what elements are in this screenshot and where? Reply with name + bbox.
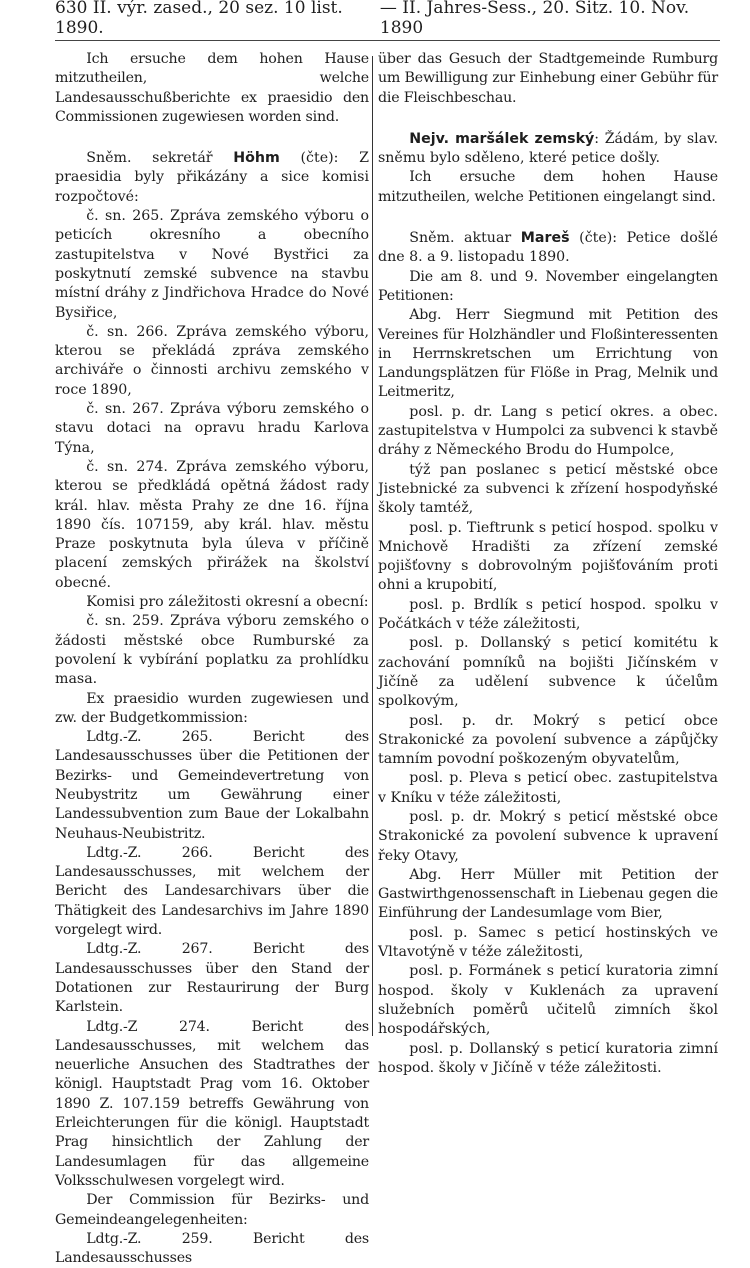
paragraph: posl. p. dr. Mokrý s peticí obce Strakonické za povolení subvence a zápůjčky tamním povodní poškozeným obyvatelům, xyxy=(378,712,718,768)
paragraph: posl. p. Pleva s peticí obec. zastupitelstva v Kníku v téže záležitosti, xyxy=(378,770,718,806)
paragraph: č. sn. 266. Zpráva zemského výboru, kterou se překládá zpráva zemského archiváře o činnosti archivu zemského v roce 1890, xyxy=(55,323,369,398)
text: Sněm. sekretář xyxy=(86,150,234,167)
paragraph: posl. p. Dollanský s peticí kuratoria zimní hospod. školy v Jičíně v téže záležitosti. xyxy=(378,1040,718,1076)
text: Sněm. aktuar xyxy=(409,230,521,247)
right-column xyxy=(378,50,718,1078)
paragraph: č. sn. 265. Zpráva zemského výboru o peticích okresního a obecního zastupitelstva v Nové Bystřici za poskytnutí zemské subvence na stavbu místní dráhy z Jindřichova Hradce do Nové Bysiřice, xyxy=(55,208,369,321)
speaker-paragraph xyxy=(378,229,718,268)
paragraph: posl. p. dr. Lang s peticí okres. a obec. zastupitelstva v Humpolci za subvenci k stavbě dráhy z Německého Brodu do Humpolce, xyxy=(378,403,718,459)
speaker-name: Höhm xyxy=(233,150,280,167)
text: (čte): Petice došlé dne 8. a 9. listopadu 1890. xyxy=(378,230,718,266)
paragraph: posl. p. Brdlík s peticí hospod. spolku v Počátkách v téže záležitosti, xyxy=(378,596,718,633)
paragraph: Ich ersuche dem hohen Hause mitzutheilen, welche Petitionen eingelangt sind. xyxy=(378,169,718,205)
paragraph: posl. p. dr. Mokrý s peticí městské obce Strakonické za povolení subvence k upravení řeky Otavy, xyxy=(378,808,718,864)
text: : Žádám, by slav. sněmu bylo sděleno, které petice došly. xyxy=(378,130,718,167)
speaker-paragraph xyxy=(55,149,369,207)
speaker-name: Nejv. maršálek zemský xyxy=(409,130,595,147)
speaker-paragraph xyxy=(378,130,718,169)
paragraph: Abg. Herr Siegmund mit Petition des Vereines für Holzhändler und Floßinteressenten in Herrnskretschen um Errichtung von Landungsplätzen für Flöße in Prag, Melnik und Leitmeritz, xyxy=(378,307,718,401)
paragraph: Ldtg.-Z. 259. Bericht des Landesausschusses xyxy=(55,1230,369,1267)
paragraph: posl. p. Formánek s peticí kuratoria zimní hospod. školy v Kuklenách za upravení služebních poměrů učitelů zimních škol hospodářských, xyxy=(378,963,718,1038)
paragraph: týž pan poslanec s peticí městské obce Jistebnické za subvenci k zřízení hospodyňské školy tamtéž, xyxy=(378,461,718,517)
column-divider xyxy=(372,56,373,1036)
left-column xyxy=(55,50,369,1268)
paragraph: Komisi pro záležitosti okresní a obecní: xyxy=(86,594,369,611)
paragraph: Ldtg.-Z. 265. Bericht des Landesausschusses über die Petitionen der Bezirks- und Gemeindevertretung von Neubystritz um Gewährung einer Landessubvention zum Baue der Lokalbahn Neuhaus-Neubistritz. xyxy=(55,729,369,842)
speaker-name: Mareš xyxy=(520,230,570,247)
paragraph: Die am 8. und 9. November eingelangten Petitionen: xyxy=(378,268,718,304)
paragraph: č. sn. 259. Zpráva výboru zemského o žádosti městské obce Rumburské za povolení k vybírání poplatku za prohlídku masa. xyxy=(55,613,369,688)
text: (čte): Z praesidia byly přikázány a sice komisi rozpočtové: xyxy=(55,150,369,205)
paragraph: über das Gesuch der Stadtgemeinde Rumburg um Bewilligung zur Einhebung einer Gebühr für die Fleischbeschau. xyxy=(378,51,718,106)
paragraph: Der Commission für Bezirks- und Gemeindeangelegenheiten: xyxy=(55,1192,369,1228)
paragraph: č. sn. 267. Zpráva výboru zemského o stavu dotaci na opravu hradu Karlova Týna, xyxy=(55,401,369,456)
paragraph: Ex praesidio wurden zugewiesen und zw. der Budgetkommission: xyxy=(55,690,369,726)
paragraph: Ldtg.-Z. 266. Bericht des Landesausschusses, mit welchem der Bericht des Landesarchivars über die Thätigkeit des Landesarchivs im Jahre 1890 vorgelegt wird. xyxy=(55,844,369,939)
paragraph: posl. p. Tieftrunk s peticí hospod. spolku v Mnichově Hradišti za zřízení zemské pojišťovny s dobrovolným pojišťováním proti ohni a krupobití, xyxy=(378,519,718,594)
paragraph: Ldtg.-Z. 267. Bericht des Landesausschusses über den Stand der Dotationen zur Restaurirung der Burg Karlstein. xyxy=(55,941,369,1016)
paragraph: Ldtg.-Z 274. Bericht des Landesausschusses, mit welchem das neuerliche Ansuchen des Stadtrathes der königl. Hauptstadt Prag vom 16. Oktober 1890 Z. 107.159 betreffs Gewährung von Erleichterungen für die königl. Hauptstadt Prag hinsichtlich der Zahlung der Landesumlagen für das allgemeine Volksschulwesen vorgelegt wird. xyxy=(55,1018,369,1189)
paragraph: Abg. Herr Müller mit Petition der Gastwirthgenossenschaft in Liebenau gegen die Einführung der Landesumlage vom Bier, xyxy=(378,866,718,922)
page-header xyxy=(55,0,720,41)
header-czech: 630 II. výr. zased., 20 sez. 10 list. 1890. xyxy=(55,0,343,38)
header-german: — II. Jahres-Sess., 20. Sitz. 10. Nov. 1890 xyxy=(379,0,690,38)
paragraph: posl. p. Samec s peticí hostinských ve Vltavotýně v téže záležitosti, xyxy=(378,924,718,961)
paragraph: Ich ersuche dem hohen Hause mitzutheilen, welche Landesausschußberichte ex praesidio den Commissionen zugewiesen worden sind. xyxy=(55,51,369,125)
paragraph: posl. p. Dollanský s peticí komitétu k zachování pomníků na bojišti Jičínském v Jičíně za udělení subvence k účelům spolkovým, xyxy=(378,635,718,710)
paragraph: č. sn. 274. Zpráva zemského výboru, kterou se předkládá opětná žádost rady král. hlav. města Prahy ze dne 16. října 1890 čís. 107159, aby král. hlav. městu Praze poskytnuta byla úleva v příčině placení zemských přirážek na školství obecné. xyxy=(55,458,369,591)
